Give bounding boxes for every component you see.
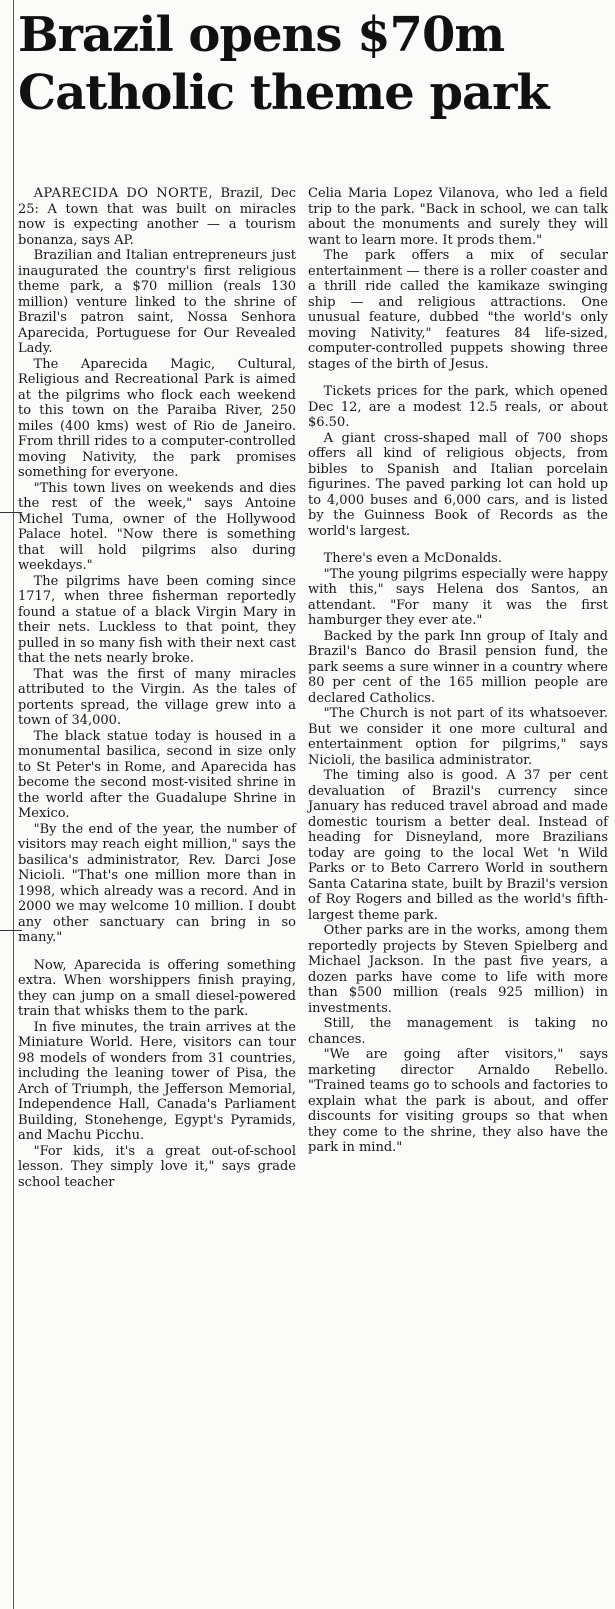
- paragraph: The pilgrims have been coming since 1717, when three fisherman reportedly found a statue of a black Virgin Mary in their nets. Luckless to that point, they pulled in so many fish with their next cast that the nets nearly broke.: [18, 573, 296, 666]
- paragraph: Brazilian and Italian entrepreneurs just inaugurated the country's first religious theme park, a $70 million (reals 130 million) venture linked to the shrine of Brazil's patron saint, Nossa Senhora Aparecida, Portuguese for Our Revealed Lady.: [18, 248, 296, 356]
- paragraph: A giant cross-shaped mall of 700 shops offers all kind of religious objects, from bibles to Spanish and Italian porcelain figurines. The paved parking lot can hold up to 4,000 buses and 6,000 cars, and is listed by the Guinness Book of Records as the world's largest.: [308, 430, 608, 539]
- paragraph: "This town lives on weekends and dies the rest of the week," says Antoine Michel Tuma, owner of the Hollywood Palace hotel. "Now there is something that will hold pilgrims also during weekdays.": [18, 480, 296, 573]
- paragraph: The park offers a mix of secular entertainment — there is a roller coaster and a thrill ride called the kamikaze swinging ship — and religious attractions. One unusual feature, dubbed "the world's only moving Nativity," features 84 life-sized, computer-controlled puppets showing three stages of the birth of Jesus.: [308, 248, 608, 372]
- paragraph: Backed by the park Inn group of Italy and Brazil's Banco do Brasil pension fund, the park seems a sure winner in a country where 80 per cent of the 165 million people are declared Catholics.: [308, 628, 608, 706]
- article-column-left: [18, 186, 296, 1190]
- headline-line-2: Catholic theme park: [18, 65, 549, 121]
- headline: [18, 6, 612, 122]
- paragraph: There's even a McDonalds.: [323, 551, 502, 566]
- paragraph: The Aparecida Magic, Cultural, Religious and Recreational Park is aimed at the pilgrims who flock each weekend to this town on the Paraiba River, 250 miles (400 kms) west of Rio de Janeiro. From thrill rides to a computer-controlled moving Nativity, the park promises something for everyone.: [18, 356, 296, 480]
- article-column-right: [308, 186, 608, 1156]
- paragraph: "The young pilgrims especially were happy with this," says Helena dos Santos, an attendant. "For many it was the first hamburger they ever ate.": [308, 566, 608, 628]
- paragraph: The black statue today is housed in a monumental basilica, second in size only to St Peter's in Rome, and Aparecida has become the second most-visited shrine in the world after the Guadalupe Shrine in Mexico.: [18, 728, 296, 821]
- paragraph: Still, the management is taking no chances.: [308, 1016, 608, 1047]
- paragraph: Tickets prices for the park, which opened Dec 12, are a modest 12.5 reals, or about $6.50.: [308, 384, 608, 430]
- dateline: APARECIDA DO NORTE,: [33, 186, 214, 201]
- paragraph: The timing also is good. A 37 per cent devaluation of Brazil's currency since January has reduced travel abroad and made domestic tourism a better deal. Instead of heading for Disneyland, more Brazilians today are going to the local Wet 'n Wild Parks or to Beto Carrero World in southern Santa Catarina state, built by Brazil's version of Roy Rogers and billed as the world's fifth-largest theme park.: [308, 768, 608, 923]
- paragraph: [18, 186, 296, 248]
- left-column-rule: [13, 0, 14, 1609]
- paragraph: "By the end of the year, the number of visitors may reach eight million," says the basilica's administrator, Rev. Darci Jose Nicioli. "That's one million more than in 1998, which already was a record. And in 2000 we may welcome 10 million. I doubt any other sanctuary can bring in so many.": [18, 821, 296, 945]
- paragraph: Now, Aparecida is offering something extra. When worshippers finish praying, they can jump on a small diesel-powered train that whisks them to the park.: [18, 957, 296, 1019]
- paragraph: Celia Maria Lopez Vilanova, who led a field trip to the park. "Back in school, we can talk about the monuments and surely they will want to learn more. It prods them.": [308, 186, 608, 248]
- paragraph: "For kids, it's a great out-of-school lesson. They simply love it," says grade school teacher: [18, 1143, 296, 1190]
- paragraph: "We are going after visitors," says marketing director Arnaldo Rebello. "Trained teams go to schools and factories to explain what the park is about, and offer discounts for visiting groups so that when they come to the shrine, they also have the park in mind.": [308, 1047, 608, 1155]
- paragraph: In five minutes, the train arrives at the Miniature World. Here, visitors can tour 98 models of wonders from 31 countries, including the leaning tower of Pisa, the Arch of Triumph, the Jefferson Memorial, Independence Hall, Canada's Parliament Building, Stonehenge, Egypt's Pyramids, and Machu Picchu.: [18, 1019, 296, 1143]
- paragraph: That was the first of many miracles attributed to the Virgin. As the tales of portents spread, the village grew into a town of 34,000.: [18, 666, 296, 728]
- paragraph: Other parks are in the works, among them reportedly projects by Steven Spielberg and Michael Jackson. In the past five years, a dozen parks have come to life with more than $500 million (reals 925 million) in investments.: [308, 923, 608, 1016]
- paragraph: "The Church is not part of its whatsoever. But we consider it one more cultural and entertainment option for pilgrims," says Nicioli, the basilica administrator.: [308, 706, 608, 768]
- paragraph-text: Brazil, Dec 25: A town that was built on miracles now is expecting another — a tourism bonanza, says AP.: [18, 186, 296, 248]
- headline-line-1: Brazil opens $70m: [18, 7, 505, 63]
